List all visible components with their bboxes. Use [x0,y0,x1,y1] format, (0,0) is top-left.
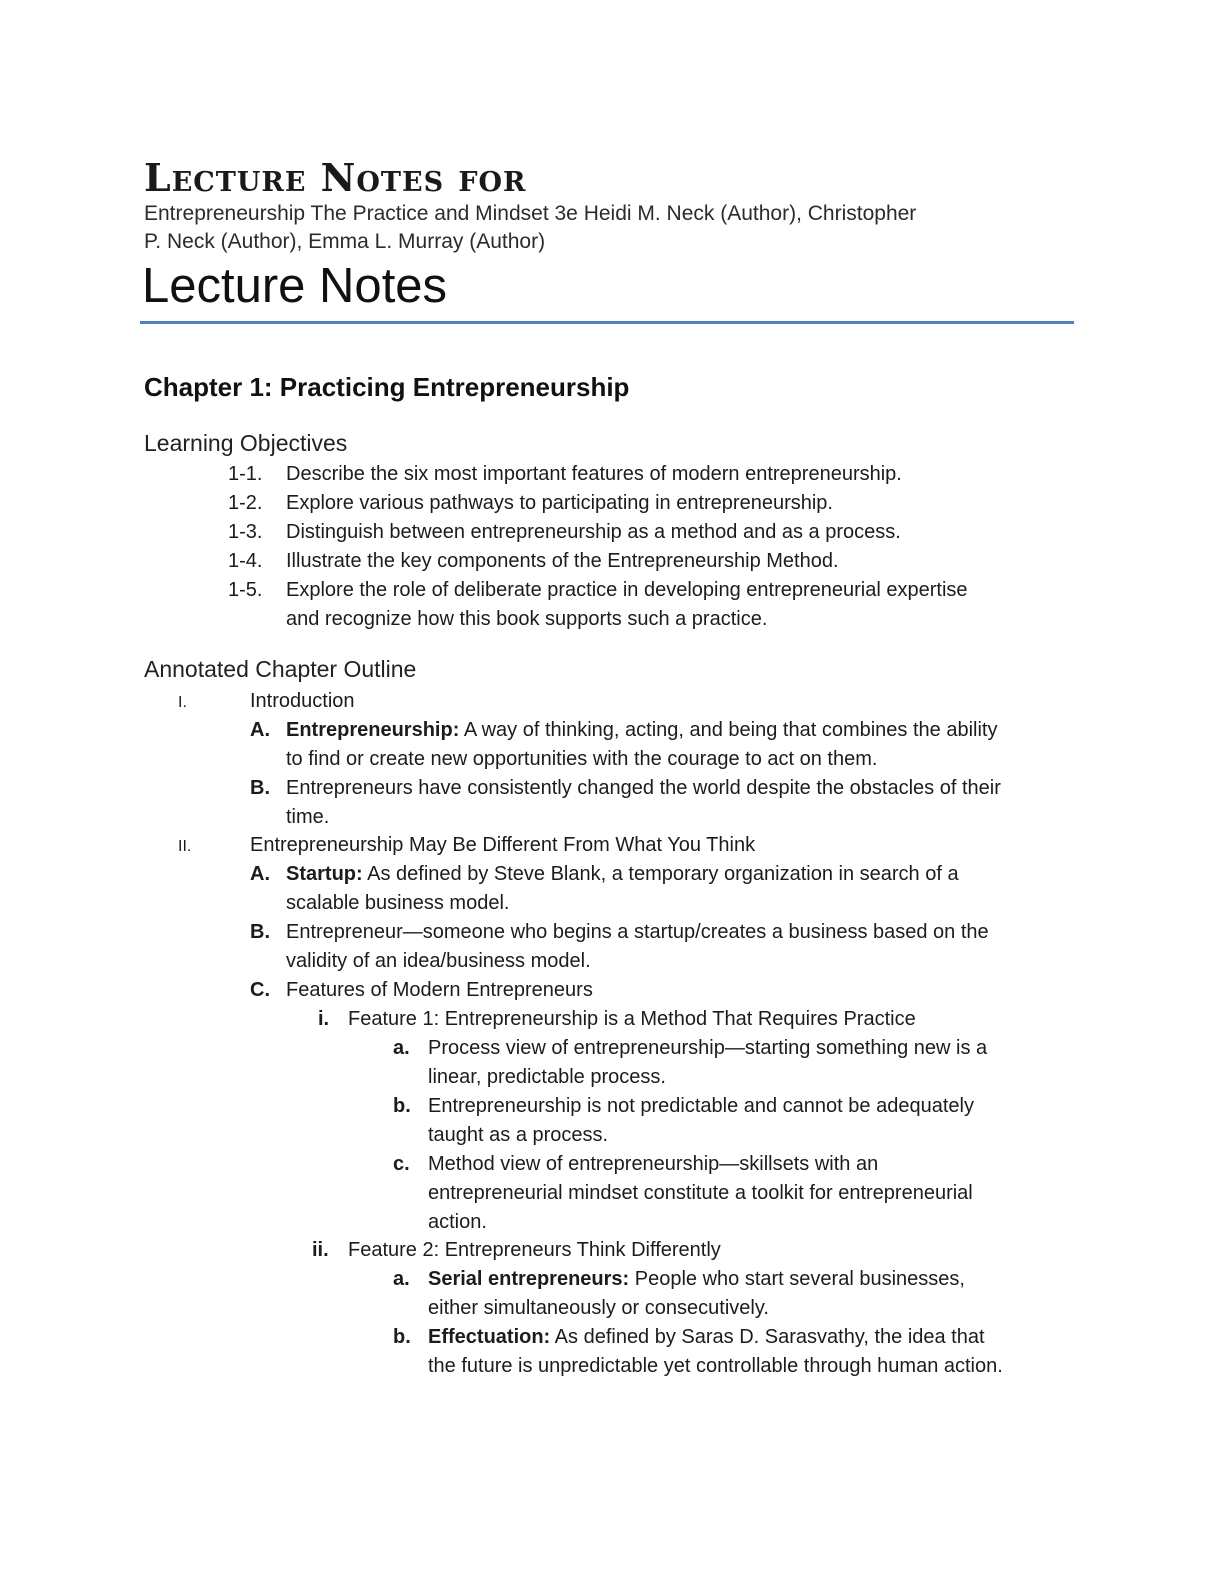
defined-term: Entrepreneurship: [286,719,460,741]
definition-text: A way of thinking, acting, and being that combines the ability [459,719,998,741]
objective-number: 1-5. [228,579,263,601]
outline-point-text-continued: action. [428,1211,487,1233]
objective-text: Distinguish between entrepreneurship as a method and as a process. [286,521,901,543]
outline-point-label: b. [393,1095,411,1117]
outline-point-text: Method view of entrepreneurship—skillsets with an [428,1153,879,1175]
outline-heading: Annotated Chapter Outline [144,656,417,682]
outline-item-text-continued: scalable business model. [286,892,510,914]
outline-letter-label: B. [250,921,270,943]
objective-number: 1-1. [228,463,263,485]
definition-text: People who start several businesses, [629,1268,965,1290]
objective-text: Illustrate the key components of the Entrepreneurship Method. [286,550,839,572]
defined-term: Startup: [286,863,363,885]
outline-roman-numeral: I. [178,694,187,711]
outline-item-text-continued: time. [286,806,330,828]
outline-roman-numeral: II. [178,838,192,855]
list-item [228,518,262,547]
document-title: Lecture Notes [142,259,448,313]
outline-point-text: Process view of entrepreneurship—starting something new is a [428,1037,988,1059]
outline-point-label: b. [393,1326,411,1348]
objective-text: Describe the six most important features of modern entrepreneurship. [286,463,902,485]
outline-section-title: Entrepreneurship May Be Different From What You Think [250,834,756,856]
book-citation-line-2: P. Neck (Author), Emma L. Murray (Author) [144,230,546,253]
objective-number: 1-3. [228,521,263,543]
outline-subitem-label: ii. [312,1239,329,1261]
outline-section-title: Introduction [250,690,355,712]
definition-text: As defined by Steve Blank, a temporary organization in search of a [362,863,959,885]
header-title: Lecture Notes for [144,155,527,200]
outline-point-label: a. [393,1268,410,1290]
learning-objectives-heading: Learning Objectives [144,430,348,456]
defined-term: Serial entrepreneurs: [428,1268,630,1290]
objective-number: 1-4. [228,550,263,572]
title-underline-rule [140,321,1074,324]
outline-point-text-continued: the future is unpredictable yet controllable through human action. [428,1355,1003,1377]
objective-text: Explore various pathways to participating in entrepreneurship. [286,492,833,514]
outline-item-text [286,716,997,745]
outline-item-text-continued: to find or create new opportunities with the courage to act on them. [286,748,878,770]
outline-item-text-continued: validity of an idea/business model. [286,950,591,972]
outline-item-text: Features of Modern Entrepreneurs [286,979,593,1001]
outline-letter-label: B. [250,777,270,799]
outline-point-text-continued: taught as a process. [428,1124,609,1146]
objective-number: 1-2. [228,492,263,514]
outline-letter-label: A. [250,863,270,885]
list-item [228,547,262,576]
outline-subitem-label: i. [318,1008,330,1030]
outline-letter-label: C. [250,979,270,1001]
objective-text: Explore the role of deliberate practice in developing entrepreneurial expertise [286,579,968,601]
outline-point-label: c. [393,1153,410,1175]
outline-point-text-continued: linear, predictable process. [428,1066,666,1088]
outline-point-text: Entrepreneurship is not predictable and cannot be adequately [428,1095,974,1117]
definition-text: As defined by Saras D. Sarasvathy, the idea that [550,1326,985,1348]
outline-item-text: Entrepreneurs have consistently changed the world despite the obstacles of their [286,777,1001,799]
chapter-heading: Chapter 1: Practicing Entrepreneurship [144,372,630,402]
outline-item-text [286,860,959,889]
list-item [228,576,262,605]
outline-point-text [428,1265,965,1294]
outline-point-text-continued: entrepreneurial mindset constitute a toolkit for entrepreneurial [428,1182,973,1204]
outline-letter-label: A. [250,719,270,741]
outline-point-text [428,1323,985,1352]
outline-item-text: Entrepreneur—someone who begins a startup/creates a business based on the [286,921,989,943]
objective-text-continued: and recognize how this book supports such a practice. [286,608,768,630]
outline-point-text-continued: either simultaneously or consecutively. [428,1297,769,1319]
outline-subitem-text: Feature 2: Entrepreneurs Think Differently [348,1239,721,1261]
list-item [228,460,262,489]
outline-point-label: a. [393,1037,410,1059]
list-item [228,489,262,518]
defined-term: Effectuation: [428,1326,551,1348]
outline-subitem-text: Feature 1: Entrepreneurship is a Method That Requires Practice [348,1008,916,1030]
book-citation-line-1: Entrepreneurship The Practice and Mindset 3e Heidi M. Neck (Author), Christopher [144,202,917,225]
